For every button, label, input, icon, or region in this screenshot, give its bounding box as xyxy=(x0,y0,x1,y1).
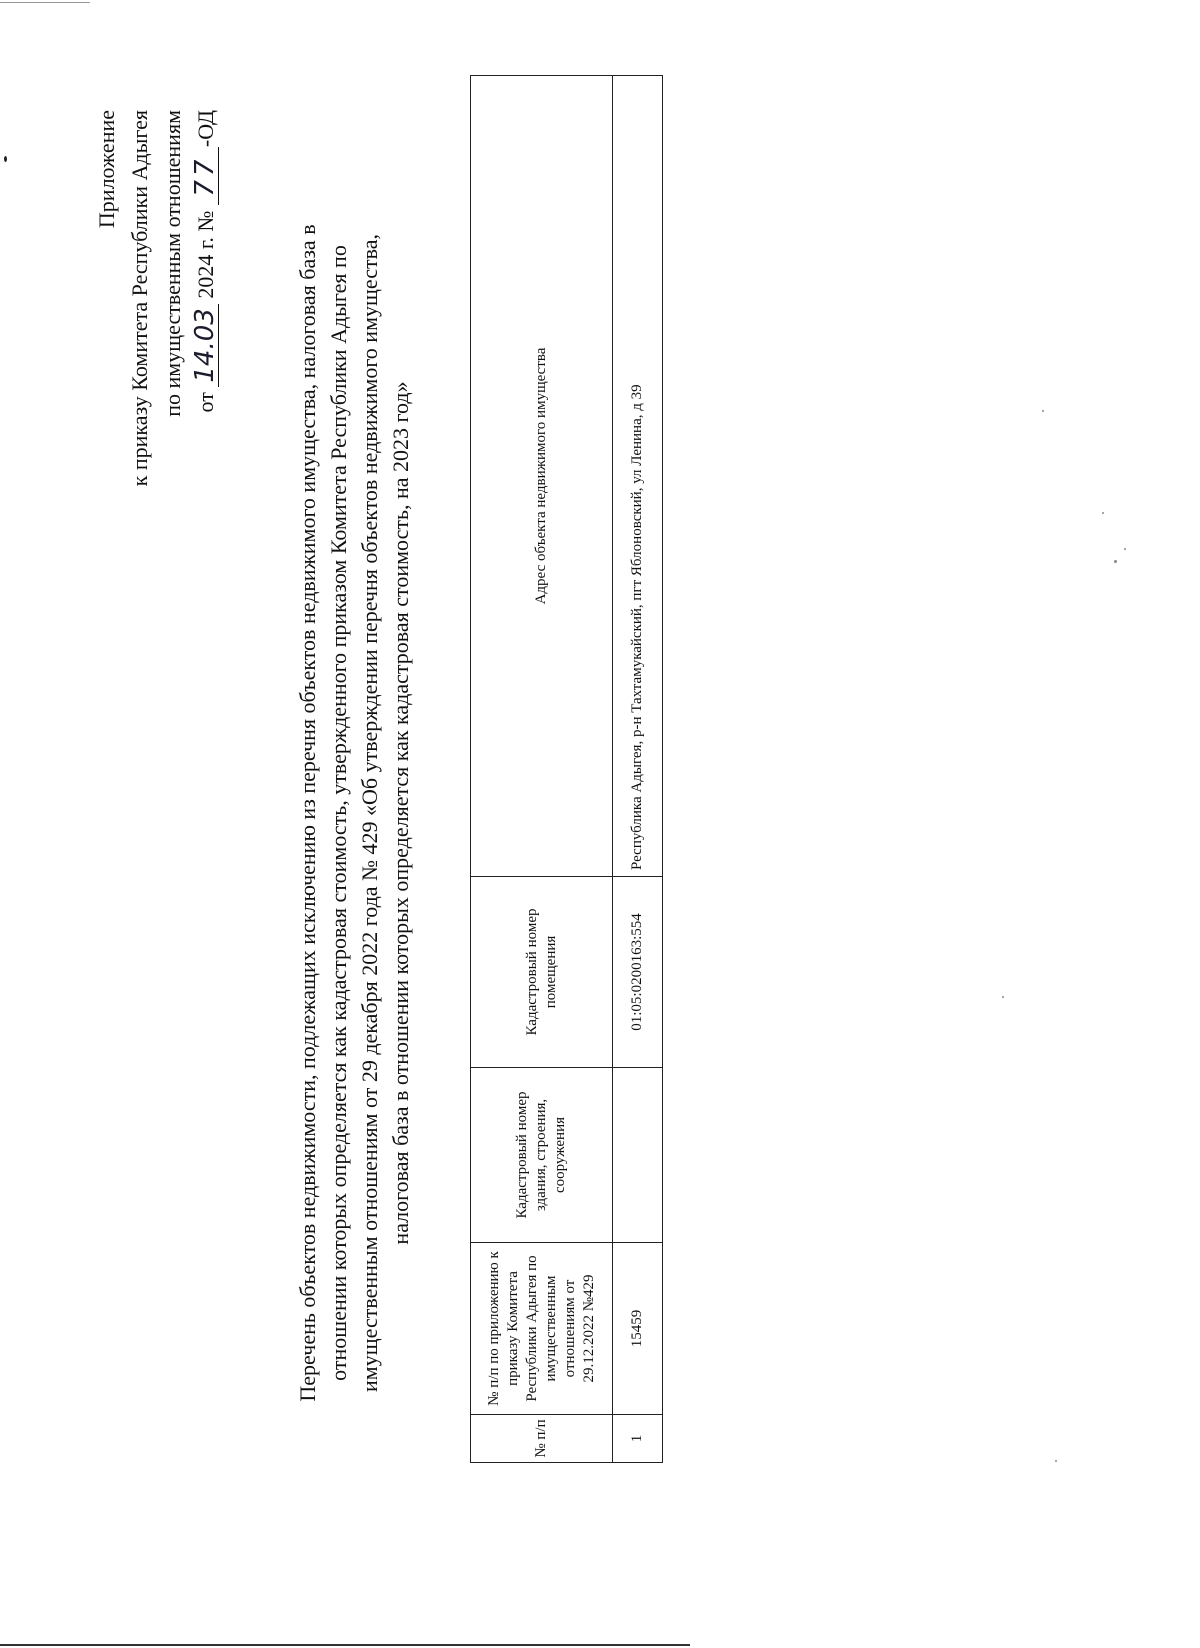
cell-source-number: 15459 xyxy=(613,1243,663,1415)
order-suffix: -ОД xyxy=(193,110,218,148)
scan-edge-line-top xyxy=(0,2,90,3)
scan-speck xyxy=(1124,548,1126,550)
header-premises-cadastral: Кадастровый номер помещения xyxy=(471,877,613,1068)
cell-address: Республика Адыгея, р-н Тахтамукайский, пгт Яблоновский, ул Ленина, д 39 xyxy=(613,76,663,877)
scan-edge-line xyxy=(0,1644,690,1646)
document-title: Перечень объектов недвижимости, подлежащих исключению из перечня объектов недвижимого имущества, налоговая база в отношении которых определяется как кадастровая стоимость, утвержденного приказом Комитета Республики Адыгея по имущественным отношениям от 29 декабря 2022 года № 429 «Об утверждении перечня объектов недвижимого имущества, налоговая база в отношении которых определяется как кадастровая стоимость, на 2023 год» xyxy=(295,224,413,1402)
header-building-cadastral: Кадастровый номер здания, строения, сооружения xyxy=(471,1068,613,1243)
order-reference: к приказу Комитета Республики Адыгея xyxy=(127,110,152,487)
table-row xyxy=(613,76,663,1463)
header-address: Адрес объекта недвижимого имущества xyxy=(471,76,613,877)
header-source-number: № п/п по приложению к приказу Комитета Республики Адыгея по имущественным отношениям от 29.12.2022 №429 xyxy=(471,1243,613,1415)
scan-speck xyxy=(1055,1460,1057,1462)
scan-speck xyxy=(1042,410,1044,412)
scan-speck xyxy=(1002,996,1004,998)
handwritten-date: 14.03 xyxy=(192,304,219,386)
table-header-row xyxy=(471,76,613,1463)
cell-row-number: 1 xyxy=(613,1415,663,1463)
order-year: 2024 г. № xyxy=(193,210,218,299)
scan-speck xyxy=(4,156,7,162)
appendix-label: Приложение xyxy=(94,110,119,229)
header-row-number: № п/п xyxy=(471,1415,613,1463)
from-label: от xyxy=(193,392,218,413)
cell-building-cadastral xyxy=(613,1068,663,1243)
order-date-line xyxy=(189,110,222,486)
committee-reference: по имущественным отношениям xyxy=(160,110,185,417)
handwritten-order-number: 77 xyxy=(192,147,219,205)
scan-speck xyxy=(1114,560,1117,563)
cell-premises-cadastral: 01:05:0200163:554 xyxy=(613,877,663,1068)
approval-block xyxy=(90,110,222,486)
scan-speck xyxy=(1102,512,1104,514)
property-table xyxy=(470,75,663,1463)
